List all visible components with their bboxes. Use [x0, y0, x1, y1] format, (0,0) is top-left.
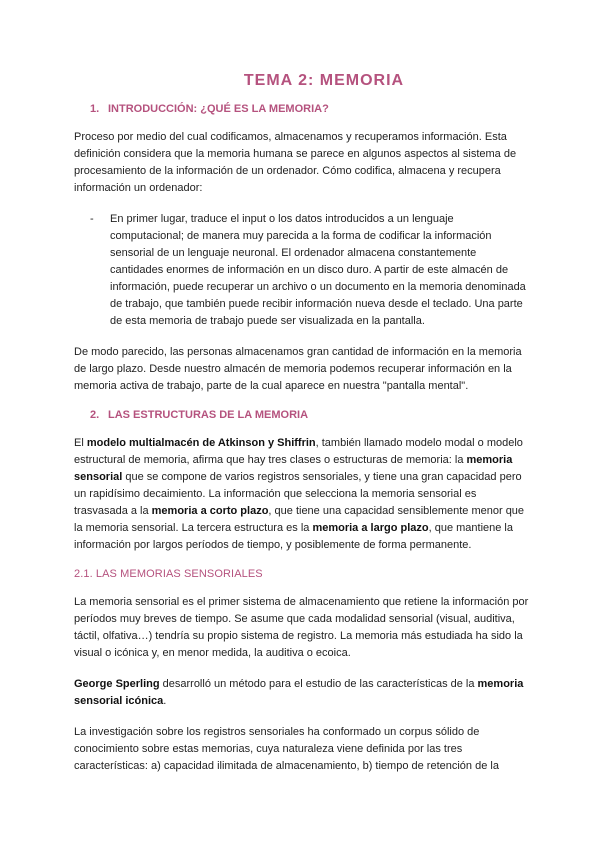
section-1-heading: [74, 103, 530, 115]
section-1-paragraph-1: Proceso por medio del cual codificamos, almacenamos y recuperamos información. Esta definición considera que la memoria humana se parece en algunos aspectos al sistema de procesamiento de la información de un ordenador. Cómo codifica, almacena y recupera información un ordenador:: [74, 131, 517, 194]
bullet-dash: -: [90, 213, 94, 225]
bold-term-largo-plazo: memoria a largo plazo: [312, 522, 429, 534]
text-run: .: [163, 695, 167, 707]
bold-term-iconica: memoria sensorial icónica: [74, 678, 524, 707]
subsection-2-1-paragraph-2: [74, 676, 530, 710]
bullet-text: En primer lugar, traduce el input o los datos introducidos a un lenguaje computacional; de manera muy parecida a la forma de codificar la información sensorial de un lenguaje neuronal. El ordenador almacena constantemente cantidades enormes de información en un disco duro. A partir de este almacén de información, puede recuperar un archivo o un documento en la memoria denominada de trabajo, que también puede recibir información nueva desde el teclado. Una parte de esta memoria de trabajo puede ser visualizada en la pantalla.: [110, 213, 526, 327]
bold-term-sperling: George Sperling: [74, 678, 160, 690]
text-run: El: [74, 437, 87, 449]
text-run: desarrolló un método para el estudio de las características de la: [159, 678, 478, 690]
subsection-2-1-paragraph-1: La memoria sensorial es el primer sistema de almacenamiento que retiene la información por períodos muy breves de tiempo. Se asume que cada modalidad sensorial (visual, auditiva, táctil, olfativa…) tendría su propio sistema de registro. La memoria más estudiada ha sido la visual o icónica y, en menor medida, la auditiva o ecoica.: [74, 596, 529, 659]
section-2-paragraph-1: [74, 435, 530, 554]
section-2-heading: [74, 409, 530, 421]
bold-term-multialmacen: modelo multialmacén de Atkinson y Shiffrin: [86, 437, 316, 449]
subsection-2-1-paragraph-3: La investigación sobre los registros sensoriales ha conformado un corpus sólido de conocimiento sobre estas memorias, cuya naturaleza viene definida por las tres características: a) capacidad ilimitada de almacenamiento, b) tiempo de retención de la: [74, 726, 499, 772]
subsection-2-1-heading: 2.1. LAS MEMORIAS SENSORIALES: [74, 568, 263, 580]
document-title: TEMA 2: MEMORIA: [243, 72, 405, 89]
text-run: , que tiene una capacidad sensiblemente menor que la memoria sensorial. La tercera estructura es la: [74, 505, 525, 534]
section-1-paragraph-2: De modo parecido, las personas almacenamos gran cantidad de información en la memoria de largo plazo. Desde nuestro almacén de memoria podemos recuperar información en la memoria activa de trabajo, parte de la cual aparece en nuestra "pantalla mental".: [74, 346, 522, 392]
section-2-title: LAS ESTRUCTURAS DE LA MEMORIA: [108, 409, 309, 421]
bold-term-corto-plazo: memoria a corto plazo: [151, 505, 269, 517]
text-run: que se compone de varios registros sensoriales, y tiene una gran capacidad pero un rapidísimo decaimiento. La información que selecciona la memoria sensorial es trasvasada a la: [74, 471, 522, 517]
text-run: , que mantiene la información por largos períodos de tiempo, y posiblemente de forma permanente.: [74, 522, 513, 551]
list-item: [74, 211, 530, 330]
document-page: [74, 72, 530, 789]
section-1-number: 1.: [90, 103, 100, 115]
section-2-number: 2.: [90, 409, 100, 421]
bold-term-sensorial: memoria sensorial: [74, 454, 513, 483]
text-run: , también llamado modelo modal o modelo estructural de memoria, afirma que hay tres clases o estructuras de memoria: la: [74, 437, 523, 466]
section-1-title: INTRODUCCIÓN: ¿QUÉ ES LA MEMORIA?: [108, 103, 329, 115]
